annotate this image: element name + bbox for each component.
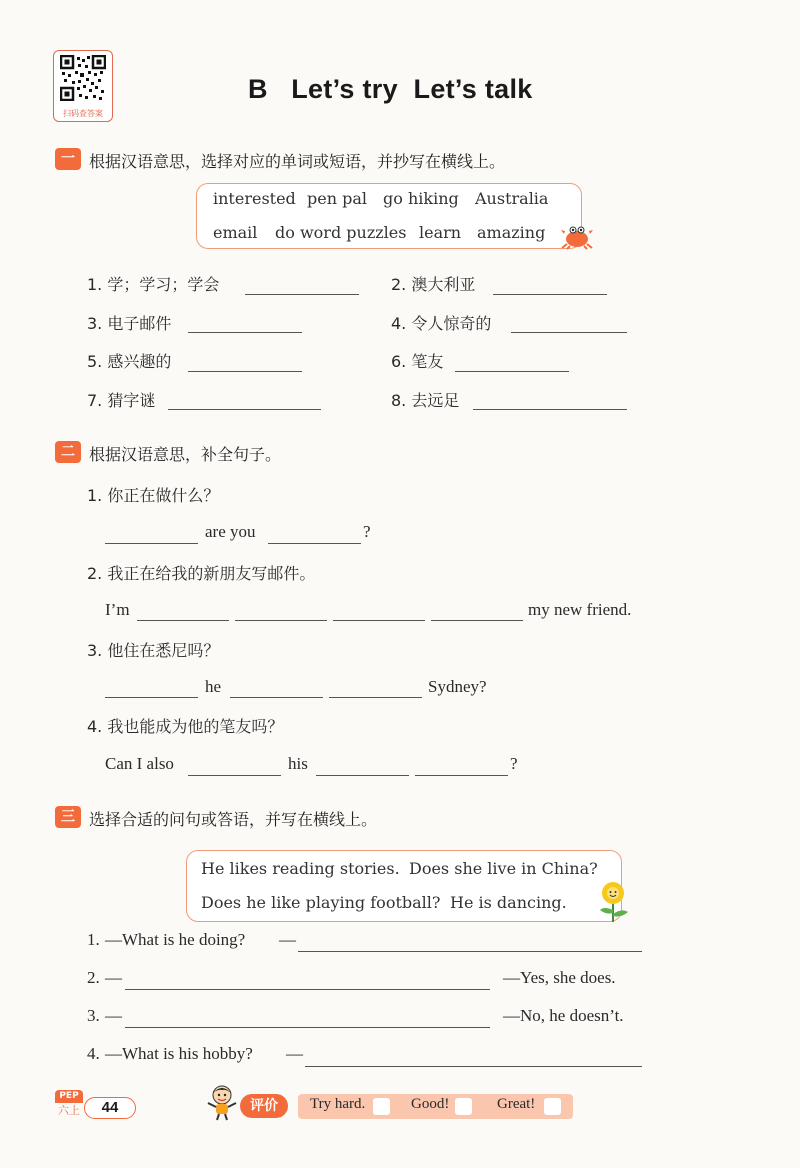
- option-item: He is dancing.: [450, 893, 567, 912]
- vocab-item: 3. 电子邮件: [87, 314, 172, 333]
- section-1-badge: 一: [55, 148, 81, 170]
- vocab-item: 8. 去远足: [391, 391, 460, 410]
- dash: —: [279, 930, 296, 949]
- answer-text: —No, he doesn’t.: [503, 1006, 624, 1025]
- word-bank-item: pen pal: [307, 189, 367, 208]
- sentence-text: his: [288, 754, 308, 773]
- word-bank-item: do word puzzles: [275, 223, 407, 242]
- sentence-text: I’m: [105, 600, 130, 619]
- question-number: 2.: [87, 968, 100, 987]
- answer-text: —Yes, she does.: [503, 968, 616, 987]
- word-bank-item: Australia: [475, 189, 549, 208]
- sentence-text: my new friend.: [528, 600, 632, 619]
- answer-line[interactable]: [298, 951, 642, 952]
- page-number: 44: [101, 1099, 119, 1116]
- answer-line[interactable]: [188, 775, 281, 776]
- section-3-badge: 三: [55, 806, 81, 828]
- evaluation-bar: [298, 1094, 573, 1119]
- section-2-title: 根据汉语意思，补全句子。: [89, 445, 282, 464]
- page-number-pill: [84, 1097, 136, 1119]
- option-item: Does she live in China?: [409, 859, 598, 878]
- word-bank-item: go hiking: [383, 189, 459, 208]
- options-box: [186, 850, 622, 922]
- question-number: 3.: [87, 1006, 100, 1025]
- pep-label: PEP: [55, 1090, 83, 1103]
- cartoon-kid-icon: [204, 1083, 240, 1121]
- sentence-text: ?: [510, 754, 518, 773]
- question-number: 4.: [87, 1044, 100, 1063]
- grade-label: 六上: [58, 1104, 80, 1117]
- dash: —: [105, 968, 122, 987]
- answer-line[interactable]: [268, 543, 361, 544]
- flower-icon: [594, 880, 632, 924]
- question-cn: 4. 我也能成为他的笔友吗？: [87, 717, 284, 736]
- sentence-text: Can I also: [105, 754, 174, 773]
- question-cn: 2. 我正在给我的新朋友写邮件。: [87, 564, 316, 583]
- answer-line[interactable]: [329, 697, 422, 698]
- answer-line[interactable]: [188, 371, 302, 372]
- answer-line[interactable]: [137, 620, 229, 621]
- vocab-item: 4. 令人惊奇的: [391, 314, 492, 333]
- answer-line[interactable]: [230, 697, 323, 698]
- vocab-item: 6. 笔友: [391, 352, 444, 371]
- answer-line[interactable]: [473, 409, 627, 410]
- eval-option-label: Try hard.: [310, 1096, 366, 1112]
- sentence-text: ?: [363, 522, 371, 541]
- section-2-badge: 二: [55, 441, 81, 463]
- vocab-item: 2. 澳大利亚: [391, 275, 476, 294]
- sentence-text: he: [205, 677, 222, 696]
- qr-code: [53, 50, 113, 122]
- dash: —: [286, 1044, 303, 1063]
- answer-line[interactable]: [333, 620, 425, 621]
- answer-line[interactable]: [431, 620, 523, 621]
- section-1-title: 根据汉语意思，选择对应的单词或短语，并抄写在横线上。: [89, 152, 506, 171]
- question-text: —What is his hobby?: [105, 1044, 253, 1063]
- section-3-title: 选择合适的问句或答语，并写在横线上。: [89, 810, 378, 829]
- eval-option-label: Good!: [411, 1096, 450, 1112]
- eval-checkbox-good[interactable]: [455, 1098, 472, 1115]
- answer-line[interactable]: [245, 294, 359, 295]
- option-item: Does he like playing football?: [201, 893, 441, 912]
- sentence-text: Sydney?: [428, 677, 487, 696]
- vocab-item: 5. 感兴趣的: [87, 352, 172, 371]
- eval-option-label: Great!: [497, 1096, 536, 1112]
- qr-code-icon: [60, 55, 106, 101]
- question-cn: 3. 他住在悉尼吗？: [87, 641, 220, 660]
- answer-line[interactable]: [455, 371, 569, 372]
- evaluation-label: 评价: [240, 1094, 288, 1118]
- answer-line[interactable]: [511, 332, 627, 333]
- word-bank-item: email: [213, 223, 258, 242]
- vocab-item: 1. 学；学习；学会: [87, 275, 220, 294]
- eval-checkbox-try-hard[interactable]: [373, 1098, 390, 1115]
- word-bank-item: interested: [213, 189, 296, 208]
- eval-checkbox-great[interactable]: [544, 1098, 561, 1115]
- answer-line[interactable]: [415, 775, 508, 776]
- answer-line[interactable]: [105, 543, 198, 544]
- option-item: He likes reading stories.: [201, 859, 400, 878]
- question-cn: 1. 你正在做什么？: [87, 486, 220, 505]
- qr-label: 扫码查答案: [63, 109, 103, 118]
- answer-line[interactable]: [125, 989, 490, 990]
- question-number: 1.: [87, 930, 100, 949]
- question-text: —What is he doing?: [105, 930, 246, 949]
- answer-line[interactable]: [188, 332, 302, 333]
- vocab-item: 7. 猜字谜: [87, 391, 156, 410]
- grade-tag: [55, 1090, 83, 1122]
- answer-line[interactable]: [493, 294, 607, 295]
- dash: —: [105, 1006, 122, 1025]
- answer-line[interactable]: [105, 697, 198, 698]
- word-bank-item: amazing: [477, 223, 546, 242]
- page-title: B Let’s try Let’s talk: [248, 74, 533, 104]
- answer-line[interactable]: [168, 409, 321, 410]
- answer-line[interactable]: [235, 620, 327, 621]
- word-bank-item: learn: [419, 223, 462, 242]
- crab-icon: [560, 222, 594, 250]
- sentence-text: are you: [205, 522, 256, 541]
- answer-line[interactable]: [125, 1027, 490, 1028]
- answer-line[interactable]: [305, 1066, 642, 1067]
- answer-line[interactable]: [316, 775, 409, 776]
- word-bank-box: [196, 183, 582, 249]
